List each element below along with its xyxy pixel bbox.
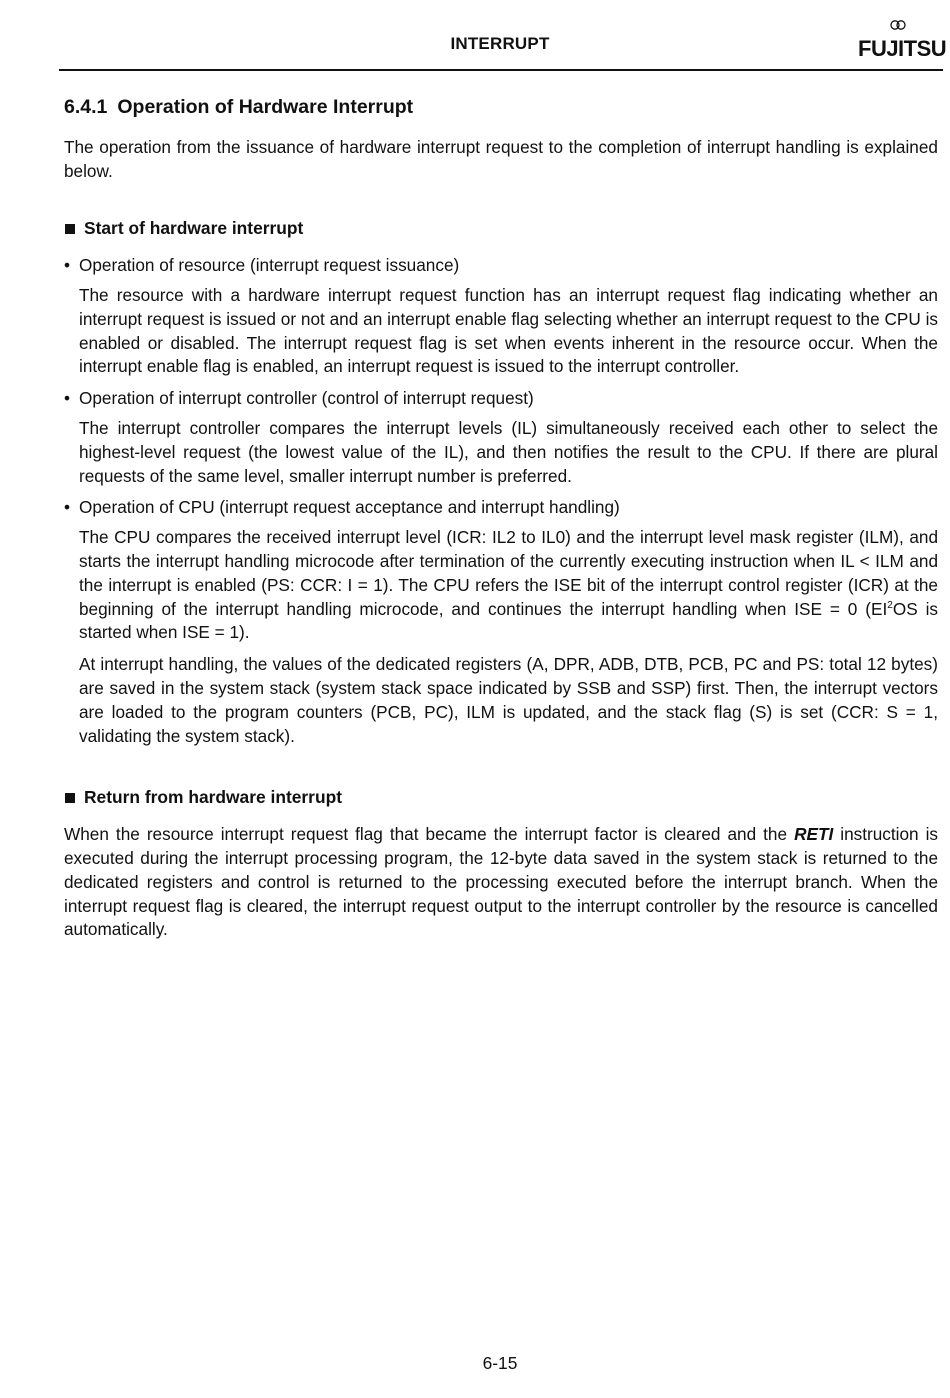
bullet-dot-icon: •: [64, 497, 71, 518]
bullet-dot-icon: •: [64, 255, 71, 276]
running-header-title: INTERRUPT: [450, 34, 550, 53]
section-intro: The operation from the issuance of hardware interrupt request to the completion of interrupt handling is explained below.: [64, 136, 938, 181]
bullet-dot-icon: •: [64, 388, 71, 409]
bullet-item: [64, 387, 938, 488]
superscript-2: 2: [887, 599, 893, 611]
bullet-title: Operation of CPU (interrupt request acceptance and interrupt handling): [79, 497, 620, 518]
bullet-item: [64, 496, 938, 748]
return-text-part2: instruction is executed during the interrupt processing program, the 12-byte data saved in the system stack is returned to the dedicated registers and control is returned to the processing executed before the interrupt branch. When the interrupt request flag is cleared, the interrupt request output to the interrupt controller by the resource is cancelled automatically.: [64, 824, 939, 940]
return-paragraph: [64, 823, 938, 942]
bullet-item: [64, 254, 938, 379]
bullet-paragraph: At interrupt handling, the values of the dedicated registers (A, DPR, ADB, DTB, PCB, PC and PS: total 12 bytes) are saved in the system stack (system stack space indicated by SSB and SSP) first. Then, the interrupt vectors are loaded to the program counters (PCB, PC), ILM is updated, and the stack flag (S) is set (CCR: S = 1, validating the system stack).: [79, 654, 938, 746]
reti-instruction: RETI: [794, 824, 834, 845]
cpu-text-part2: OS is started when ISE = 1).: [79, 598, 938, 643]
subheading-return-text: Return from hardware interrupt: [84, 787, 342, 808]
fujitsu-logo: [858, 18, 947, 62]
bullet-paragraph: [79, 526, 938, 645]
bullet-title: Operation of interrupt controller (control of interrupt request): [79, 388, 534, 409]
page-number: 6-15: [482, 1353, 518, 1373]
square-bullet-icon: [65, 793, 75, 803]
subheading-start-text: Start of hardware interrupt: [84, 218, 304, 239]
bullet-paragraph: The resource with a hardware interrupt request function has an interrupt request flag indicating whether an interrupt request is issued or not and an interrupt enable flag selecting whether an interrupt request to the CPU is enabled or disabled. The interrupt request flag is set when events inherent in the resource occur. When the interrupt enable flag is enabled, an interrupt request is issued to the interrupt controller.: [79, 284, 938, 377]
section-title: [64, 96, 938, 120]
bullet-paragraph: The interrupt controller compares the interrupt levels (IL) simultaneously received each other to select the highest-level request (the lowest value of the IL), and then notifies the result to the CPU. If there are plural requests of the same level, smaller interrupt number is preferred.: [79, 417, 938, 486]
cpu-text-part1: The CPU compares the received interrupt level (ICR: IL2 to IL0) and the interrupt level mask register (ILM), and starts the interrupt handling microcode after termination of the currently executing instruction when IL < ILM and the interrupt is enabled (PS: CCR: I = 1). The CPU refers the ISE bit of the interrupt control register (ICR) at the beginning of the interrupt handling microcode, and continues the interrupt handling when ISE = 0 (EI: [79, 527, 938, 619]
subheading-start: [64, 217, 938, 241]
section-title-text: Operation of Hardware Interrupt: [117, 96, 414, 118]
logo-wordmark: FUJITSU: [858, 36, 947, 61]
section-number: 6.4.1: [64, 96, 108, 118]
bullet-title: Operation of resource (interrupt request issuance): [79, 255, 460, 276]
square-bullet-icon: [65, 224, 75, 234]
subheading-return: [64, 786, 938, 810]
page-content: [64, 96, 938, 942]
return-text-part1: When the resource interrupt request flag that became the interrupt factor is cleared and the: [64, 824, 795, 845]
header-rule: [59, 69, 943, 71]
infinity-mark-icon: [890, 18, 906, 32]
